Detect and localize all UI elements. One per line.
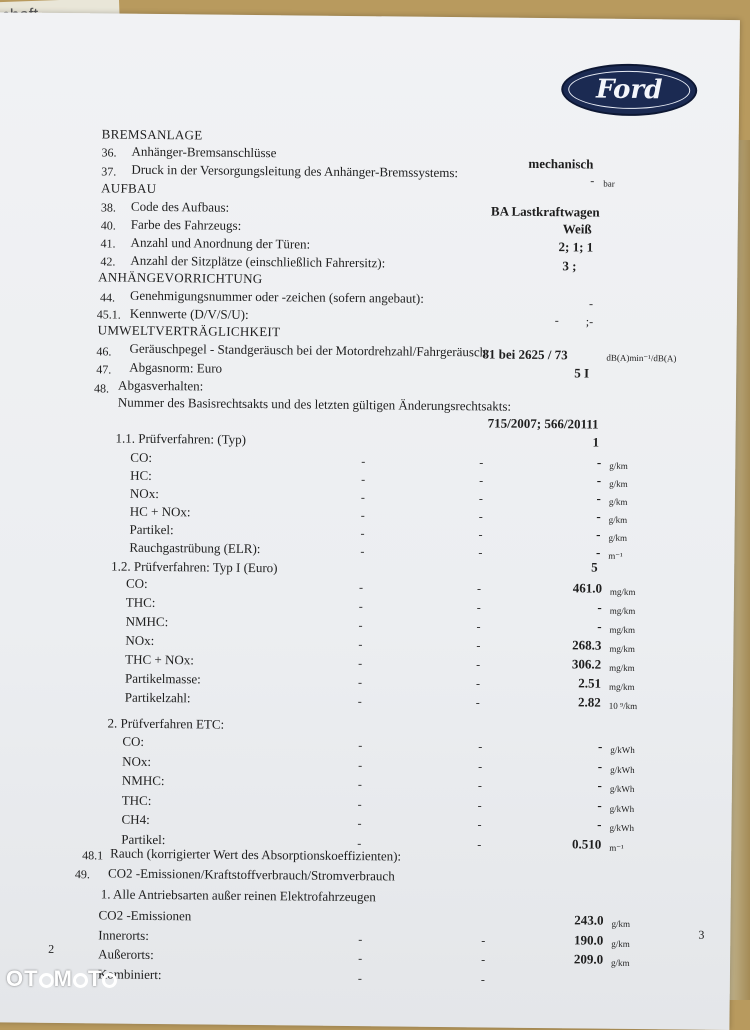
watermark-part-3: T <box>87 966 103 991</box>
emission-label: Innerorts: <box>98 926 149 943</box>
column-dash: - <box>477 817 482 832</box>
emission-label: THC: <box>121 792 152 808</box>
watermark-ring-icon <box>73 973 88 988</box>
item-47-label: Abgasnorm: Euro <box>129 359 223 376</box>
test-etc-heading: 2. Prüfverfahren ETC: <box>107 715 225 732</box>
item-49-sub: 1. Alle Antriebsarten außer reinen Elektrofahrzeugen <box>100 886 376 905</box>
emission-value: 2.51 <box>578 675 602 691</box>
emission-value: 461.0 <box>572 580 603 596</box>
emission-value: - <box>596 490 602 506</box>
column-dash: - <box>476 600 481 615</box>
item-41-value: 2; 1; 1 <box>558 239 594 255</box>
column-dash: - <box>358 931 363 946</box>
watermark-part-1: OT <box>6 966 39 991</box>
item-47-number: 47. <box>96 362 112 377</box>
column-dash: - <box>358 951 363 966</box>
column-dash: - <box>475 695 480 710</box>
column-dash: - <box>357 970 362 985</box>
item-47-value: 5 I <box>574 365 590 381</box>
emission-unit: mg/km <box>609 643 635 654</box>
item-42-value: 3 ; <box>562 258 577 274</box>
column-dash: - <box>357 777 363 792</box>
item-37-unit: bar <box>603 178 615 189</box>
emission-value: - <box>597 738 603 754</box>
emission-unit: m⁻¹ <box>609 842 624 853</box>
emission-label: HC + NOx: <box>129 503 191 520</box>
margin-number-left: 2 <box>48 941 55 956</box>
section-environment: UMWELTVERTRÄGLICHKEIT <box>97 322 281 340</box>
emission-unit: g/km <box>609 460 628 471</box>
item-37-value: - <box>590 173 595 188</box>
emission-value: 268.3 <box>572 637 602 653</box>
emission-label: Partikel: <box>129 521 174 538</box>
item-41-label: Anzahl und Anordnung der Türen: <box>130 234 311 252</box>
emission-value: 190.0 <box>573 931 604 948</box>
item-49-label: CO2 -Emissionen/Kraftstoffverbrauch/Stromverbrauch <box>107 865 395 884</box>
emission-label: NOx: <box>125 632 155 648</box>
emission-value: - <box>596 454 602 470</box>
column-dash: - <box>360 508 365 523</box>
emission-value: - <box>597 618 602 634</box>
emission-value: 2.82 <box>577 694 601 710</box>
section-coupling: ANHÄNGEVORRICHTUNG <box>98 269 263 287</box>
item-45-value-a: - <box>554 313 559 328</box>
item-36-label: Anhänger-Bremsanschlüsse <box>131 143 277 161</box>
item-36-value: mechanisch <box>528 155 594 172</box>
emission-label: NOx: <box>122 753 152 769</box>
emission-value: 0.510 <box>571 835 602 852</box>
emission-unit: g/kWh <box>610 764 635 775</box>
item-40-number: 40. <box>100 218 116 233</box>
emission-label: CH4: <box>121 811 150 827</box>
emission-unit: g/km <box>608 514 628 525</box>
emission-unit: g/km <box>611 957 630 968</box>
item-48-label: Abgasverhalten: <box>118 377 204 394</box>
column-dash: - <box>479 455 484 470</box>
column-dash: - <box>358 757 363 772</box>
emission-unit: mg/km <box>609 605 636 616</box>
emission-unit: g/km <box>608 532 628 543</box>
column-dash: - <box>479 473 484 488</box>
ford-logo <box>561 63 698 116</box>
column-dash: - <box>357 816 362 831</box>
column-dash: - <box>357 835 362 850</box>
item-48-1-number: 48.1 <box>82 848 104 863</box>
test-euro-value: 5 <box>591 559 598 575</box>
item-37-label: Druck in der Versorgungsleitung des Anhänger-Bremssystems: <box>131 161 459 181</box>
item-41-number: 41. <box>100 236 116 251</box>
emission-value: - <box>597 758 603 774</box>
column-dash: - <box>480 971 485 986</box>
emission-label: Außerorts: <box>98 946 154 962</box>
item-44-value: - <box>588 296 594 311</box>
emission-label: Partikel: <box>121 831 166 847</box>
watermark-ring-icon <box>102 973 117 988</box>
emission-unit: mg/km <box>609 586 636 598</box>
otomoto-watermark <box>6 966 117 992</box>
column-dash: - <box>476 619 481 634</box>
emission-label: CO: <box>130 449 153 465</box>
item-44-number: 44. <box>99 290 116 305</box>
column-dash: - <box>478 545 483 560</box>
item-45-value-b: ;- <box>585 314 594 329</box>
item-46-unit: dB(A)min⁻¹/dB(A) <box>606 352 677 364</box>
emission-unit: mg/km <box>609 662 635 673</box>
emission-label: Partikelmasse: <box>124 670 201 687</box>
emission-unit: g/km <box>609 478 628 489</box>
column-dash: - <box>357 694 362 709</box>
column-dash: - <box>358 738 363 753</box>
column-dash: - <box>358 618 363 633</box>
item-48-number: 48. <box>93 381 110 396</box>
column-dash: - <box>358 637 363 652</box>
margin-number-right: 3 <box>698 927 705 942</box>
emission-unit: g/km <box>611 918 631 929</box>
emission-label: THC + NOx: <box>125 651 195 668</box>
section-body: AUFBAU <box>101 180 157 196</box>
emission-label: CO2 -Emissionen <box>98 907 192 924</box>
emission-unit: m⁻¹ <box>608 550 623 561</box>
item-38-label: Code des Aufbaus: <box>130 198 230 215</box>
emission-value: 306.2 <box>571 656 602 672</box>
emission-unit: g/kWh <box>610 744 635 756</box>
emission-value: - <box>596 508 601 524</box>
emission-unit: 10 ⁹/km <box>608 700 638 712</box>
item-42-number: 42. <box>100 254 116 269</box>
emission-unit: mg/km <box>609 624 636 635</box>
emission-value: - <box>597 816 602 832</box>
test-typ-heading: 1.1. Prüfverfahren: (Typ) <box>115 430 247 447</box>
watermark-part-2: M <box>53 966 73 991</box>
emission-label: CO: <box>122 733 145 749</box>
column-dash: - <box>478 758 483 773</box>
test-typ-value: 1 <box>592 434 600 450</box>
emission-value: - <box>596 472 602 488</box>
emission-unit: g/kWh <box>609 803 635 814</box>
emission-unit: g/km <box>608 496 628 507</box>
column-dash: - <box>361 472 366 487</box>
column-dash: - <box>358 656 363 671</box>
emission-label: Kombiniert: <box>97 965 162 982</box>
column-dash: - <box>476 657 481 672</box>
item-48-sublabel: Nummer des Basisrechtsakts und des letzten gültigen Änderungsrechtsakts: <box>117 394 512 414</box>
emission-value: - <box>597 777 603 793</box>
logo-text: Ford <box>595 74 663 106</box>
emission-value: - <box>597 797 602 813</box>
emission-value: 209.0 <box>573 951 604 967</box>
item-45-number: 45.1. <box>96 307 121 322</box>
item-44-label: Genehmigungsnummer oder -zeichen (sofern angebaut): <box>129 287 424 306</box>
column-dash: - <box>477 836 482 851</box>
item-40-value: Weiß <box>562 221 592 237</box>
item-45-label: Kennwerte (D/V/S/U): <box>129 305 249 322</box>
emission-label: Rauchgastrübung (ELR): <box>129 539 261 557</box>
item-46-value: 81 bei 2625 / 73 <box>482 346 568 363</box>
emission-label: HC: <box>130 467 152 483</box>
column-dash: - <box>358 599 363 614</box>
column-dash: - <box>478 527 483 542</box>
emission-label: THC: <box>125 594 156 610</box>
emission-unit: g/km <box>611 938 630 949</box>
item-36-number: 36. <box>101 145 117 160</box>
emission-unit: g/kWh <box>609 783 635 794</box>
item-46-label: Geräuschpegel - Standgeräusch bei der Motordrehzahl/Fahrgeräusch: <box>129 340 490 360</box>
column-dash: - <box>357 675 363 690</box>
item-37-number: 37. <box>101 164 117 179</box>
emission-unit: g/kWh <box>609 822 635 833</box>
column-dash: - <box>357 796 362 811</box>
column-dash: - <box>477 797 482 812</box>
watermark-ring-icon <box>39 973 54 988</box>
column-dash: - <box>475 676 481 691</box>
column-dash: - <box>360 490 366 505</box>
item-48-value: 715/2007; 566/20111 <box>487 415 599 432</box>
test-euro-heading: 1.2. Prüfverfahren: Typ I (Euro) <box>111 558 278 576</box>
column-dash: - <box>478 491 484 506</box>
emission-label: NOx: <box>129 485 159 502</box>
emission-value: - <box>596 526 601 542</box>
column-dash: - <box>478 509 483 524</box>
emission-label: Partikelzahl: <box>124 689 191 706</box>
emission-unit: mg/km <box>608 681 635 692</box>
column-dash: - <box>481 952 486 967</box>
emission-label: NMHC: <box>125 613 169 630</box>
emission-label: NMHC: <box>121 772 165 789</box>
emission-value: - <box>595 544 601 560</box>
column-dash: - <box>478 739 483 754</box>
column-dash: - <box>476 638 481 653</box>
item-46-number: 46. <box>96 344 112 359</box>
column-dash: - <box>360 544 365 559</box>
column-dash: - <box>358 580 364 595</box>
section-brakes: BREMSANLAGE <box>101 126 203 143</box>
column-dash: - <box>476 581 482 596</box>
column-dash: - <box>361 454 366 469</box>
column-dash: - <box>481 932 486 947</box>
item-42-label: Anzahl der Sitzplätze (einschließlich Fahrersitz): <box>130 252 386 271</box>
column-dash: - <box>360 526 365 541</box>
document-page <box>0 12 740 1030</box>
item-48-1-label: Rauch (korrigierter Wert des Absorptionskoeffizienten): <box>110 845 402 864</box>
item-40-label: Farbe des Fahrzeugs: <box>130 216 242 233</box>
emission-value: - <box>597 599 602 615</box>
item-49-number: 49. <box>74 867 91 882</box>
item-38-value: BA Lastkraftwagen <box>490 203 600 220</box>
emission-label: CO: <box>125 575 148 591</box>
item-38-number: 38. <box>100 200 117 215</box>
emission-value: 243.0 <box>574 912 604 928</box>
column-dash: - <box>477 778 483 793</box>
